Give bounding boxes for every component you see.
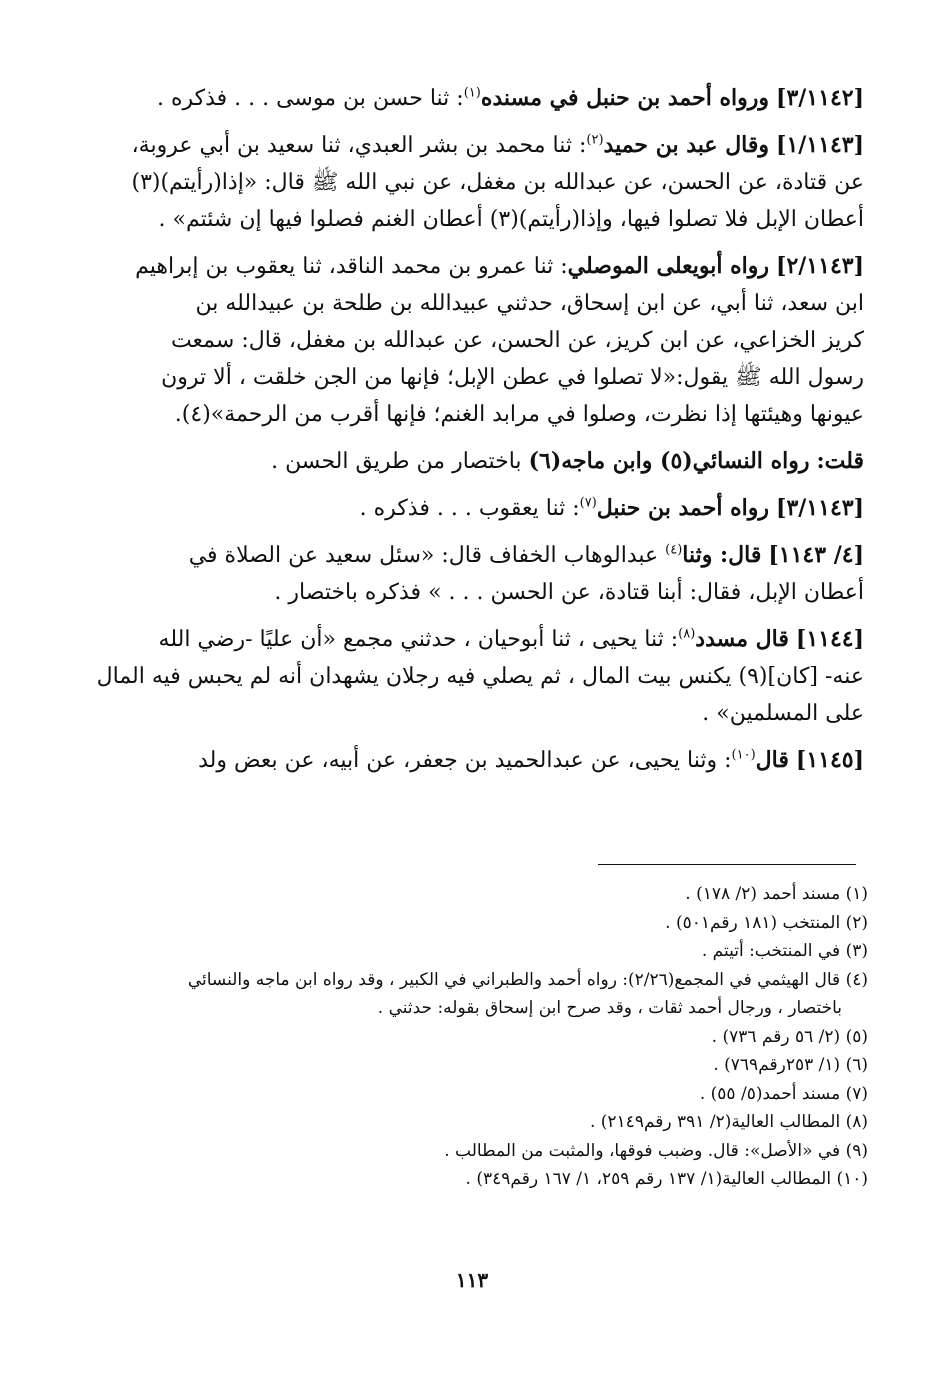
entry-line — [84, 742, 864, 779]
footnote: (١) مسند أحمد (٢/ ١٧٨) . — [685, 884, 868, 904]
entry-line — [84, 490, 864, 527]
footnote: (٦) (١/ ٢٥٣رقم٧٦٩) . — [713, 1055, 868, 1075]
entry-text: : ثنا يحيى ، ثنا أبوحيان ، حدثني مجمع «أن عليًا -رضي الله — [158, 627, 679, 652]
entry-1143-3 — [84, 490, 864, 527]
entry-text: : ثنا يعقوب . . . فذكره . — [359, 496, 580, 521]
entry-reference: [١١٤٤] — [795, 626, 864, 652]
footnote-continuation: باختصار ، ورجال أحمد ثقات ، وقد صرح ابن إسحاق بقوله: حدثني . — [377, 998, 842, 1018]
page-number: ١١٣ — [455, 1268, 489, 1292]
entry-line: كريز الخزاعي، عن ابن كريز، عن الحسن، عن عبدالله بن مغفل، قال: سمعت — [170, 328, 864, 353]
entry-reference: [٢/١١٤٣] — [776, 253, 864, 279]
entry-1144 — [84, 621, 864, 732]
footnote-marker: (٨) — [678, 626, 696, 642]
footnote-marker: (١) — [463, 85, 481, 101]
entry-line: على المسلمين» . — [702, 701, 864, 726]
entry-1145 — [84, 742, 864, 779]
footnote: (٨) المطالب العالية(٢/ ٣٩١ رقم٢١٤٩) . — [589, 1112, 868, 1132]
footnote: (٧) مسند أحمد(٥/ ٥٥) . — [699, 1083, 868, 1104]
entry-reference: [٤/ ١١٤٣] — [768, 542, 864, 568]
entry-line — [84, 537, 864, 574]
entry-line — [84, 127, 864, 164]
entry-reference: [١/١١٤٣] — [776, 132, 864, 158]
entry-reference: قلت: — [816, 448, 864, 474]
main-text — [84, 80, 864, 789]
entry-1142-3 — [84, 80, 864, 117]
entry-line: عنه- [كان](٩) يكنس بيت المال ، ثم يصلي فيه رجلان يشهدان أنه لم يحبس فيه المال — [96, 664, 864, 689]
entry-lead: رواه أبويعلى الموصلي — [567, 253, 770, 279]
entry-text: : وثنا يحيى، عن عبدالحميد بن جعفر، عن أبيه، عن بعض ولد — [198, 748, 732, 773]
entry-line — [84, 80, 864, 117]
entry-lead: ورواه أحمد بن حنبل في مسنده — [480, 85, 770, 111]
entry-text: باختصار من طريق الحسن . — [271, 449, 522, 474]
footnote: (١٠) المطالب العالية(١/ ١٣٧ رقم ٢٥٩، ١/ ١٦٧ رقم٣٤٩) . — [465, 1169, 868, 1189]
entry-comment — [84, 443, 864, 480]
entry-text: : ثنا عمرو بن محمد الناقد، ثنا يعقوب بن إبراهيم — [135, 254, 568, 279]
entry-lead: رواه أحمد بن حنبل — [596, 495, 770, 521]
footnote-marker: (٢) — [586, 132, 604, 148]
entry-line: عن قتادة، عن الحسن، عن عبدالله بن مغفل، عن نبي الله ﷺ قال: «إذا(رأيتم)(٣) — [131, 170, 864, 195]
footnote: (٥) (٢/ ٥٦ رقم ٧٣٦) . — [711, 1026, 868, 1047]
entry-text: عبدالوهاب الخفاف قال: «سئل سعيد عن الصلاة في — [188, 543, 659, 568]
entry-reference: [١١٤٥] — [795, 747, 864, 773]
entry-line — [84, 621, 864, 658]
footnote: (٩) في «الأصل»: قال. وضبب فوقها، والمثبت من المطالب . — [444, 1140, 868, 1161]
entry-line: ابن سعد، ثنا أبي، عن ابن إسحاق، حدثني عبيدالله بن طلحة بن عبيدالله بن — [195, 291, 864, 316]
entry-lead: قال — [755, 747, 789, 773]
footnote-marker: (١٠) — [731, 747, 756, 763]
entry-text: : ثنا محمد بن بشر العبدي، ثنا سعيد بن أبي عروبة، — [131, 133, 587, 158]
footnote: (٢) المنتخب (١٨١ رقم٥٠١) . — [665, 912, 868, 933]
entry-1143-2 — [84, 248, 864, 433]
entry-lead: قال: وثنا — [682, 542, 762, 568]
footnote-marker: (٤) — [665, 542, 683, 558]
entry-1143-1 — [84, 127, 864, 238]
entry-line: رسول الله ﷺ يقول:«لا تصلوا في عطن الإبل؛ فإنها من الجن خلقت ، ألا ترون — [161, 365, 864, 390]
entry-1143-4 — [84, 537, 864, 611]
entry-line — [84, 248, 864, 285]
entry-lead: رواه النسائي(٥) وابن ماجه(٦) — [528, 448, 810, 474]
footnote-divider — [598, 864, 856, 865]
footnote: (٣) في المنتخب: أتيتم . — [701, 941, 868, 961]
footnote: (٤) قال الهيثمي في المجمع(٢/٢٦): رواه أحمد والطبراني في الكبير ، وقد رواه ابن ماجه والنسائي — [187, 969, 868, 990]
footnote-marker: (٧) — [579, 495, 597, 511]
entry-reference: [٣/١١٤٣] — [776, 495, 864, 521]
entry-line: أعطان الإبل، فقال: أبنا قتادة، عن الحسن . . . » فذكره باختصار . — [274, 580, 864, 605]
entry-lead: قال مسدد — [695, 626, 789, 652]
entry-line: عيونها وهيئتها إذا نظرت، وصلوا في مرابد الغنم؛ فإنها أقرب من الرحمة»(٤). — [174, 402, 864, 427]
entry-reference: [٣/١١٤٢] — [776, 85, 864, 111]
entry-text: : ثنا حسن بن موسى . . . فذكره . — [156, 86, 464, 111]
footnotes — [86, 880, 868, 1194]
entry-line — [84, 443, 864, 480]
entry-line: أعطان الإبل فلا تصلوا فيها، وإذا(رأيتم)(٣) أعطان الغنم فصلوا فيها إن شئتم» . — [158, 207, 864, 232]
entry-lead: وقال عبد بن حميد — [603, 132, 770, 158]
